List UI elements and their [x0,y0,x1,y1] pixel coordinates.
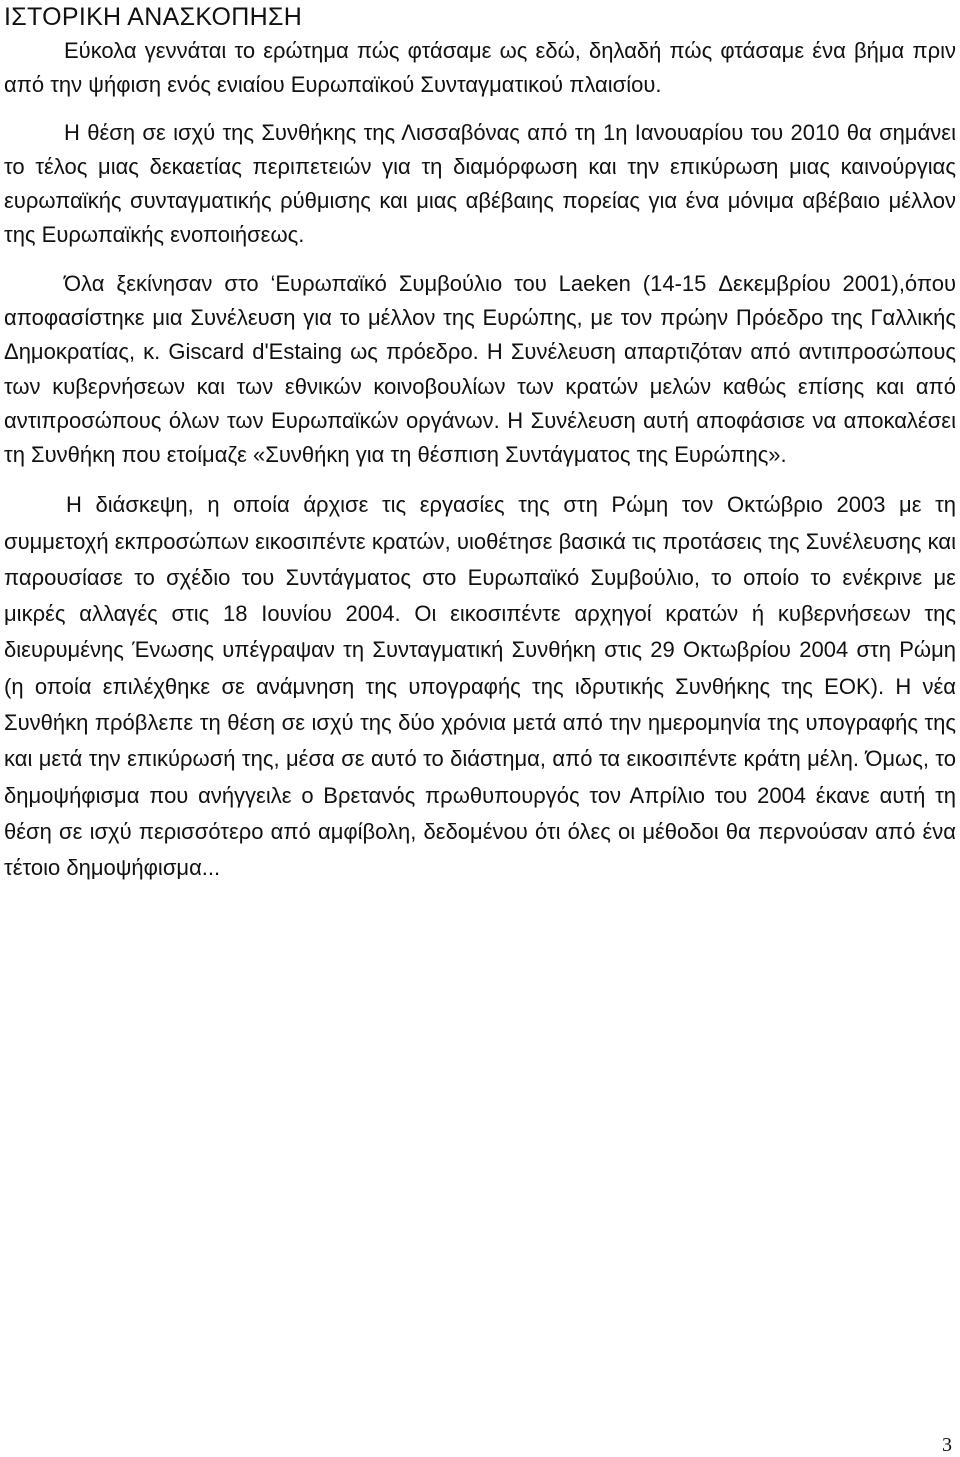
paragraph-laeken-convention: Όλα ξεκίνησαν στο ‘Ευρωπαϊκό Συμβούλιο του Laeken (14-15 Δεκεμβρίου 2001),όπου αποφασίστηκε μια Συνέλευση για το μέλλον της Ευρώπης, με τον πρώην Πρόεδρο της Γαλλικής Δημοκρατίας, κ. Giscard d'Estaing ως πρόεδρο. Η Συνέλευση απαρτιζόταν από αντιπροσώπους των κυβερνήσεων και των εθνικών κοινοβουλίων των κρατών μελών καθώς επίσης και από αντιπροσώπους όλων των Ευρωπαϊκών οργάνων. Η Συνέλευση αυτή αποφάσισε να αποκαλέσει τη Συνθήκη που ετοίμαζε «Συνθήκη για τη θέσπιση Συντάγματος της Ευρώπης». [4,271,956,468]
document-page [4,0,956,886]
page-title: ΙΣΤΟΡΙΚΗ ΑΝΑΣΚΟΠΗΣΗ [4,3,303,31]
paragraph-intro: Εύκολα γεννάται το ερώτημα πώς φτάσαμε ως εδώ, δηλαδή πώς φτάσαμε ένα βήμα πριν από την ψήφιση ενός ενιαίου Ευρωπαϊκού Συνταγματικού πλαισίου. [4,38,956,97]
paragraph-rome-conference: Η διάσκεψη, η οποία άρχισε τις εργασίες της στη Ρώμη τον Οκτώβριο 2003 με τη συμμετοχή εκπροσώπων εικοσιπέντε κρατών, υιοθέτησε βασικά τις προτάσεις της Συνέλευσης και παρουσίασε το σχέδιο του Συντάγματος στο Ευρωπαϊκό Συμβούλιο, το οποίο το ενέκρινε με μικρές αλλαγές στις 18 Ιουνίου 2004. Οι εικοσιπέντε αρχηγοί κρατών ή κυβερνήσεων της διευρυμένης Ένωσης υπέγραψαν τη Συνταγματική Συνθήκη στις 29 Οκτωβρίου 2004 στη Ρώμη (η οποία επιλέχθηκε σε ανάμνηση της υπογραφής της ιδρυτικής Συνθήκης της ΕΟΚ). Η νέα Συνθήκη πρόβλεπε τη θέση σε ισχύ της δύο χρόνια μετά από την ημερομηνία της υπογραφής της και μετά την επικύρωσή της, μέσα σε αυτό το διάστημα, από τα εικοσιπέντε κράτη μέλη. Όμως, το δημοψήφισμα που ανήγγειλε ο Βρετανός πρωθυπουργός τον Απρίλιο του 2004 έκανε αυτή τη θέση σε ισχύ περισσότερο από αμφίβολη, δεδομένου ότι όλες οι μέθοδοι θα περνούσαν από ένα τέτοιο δημοψήφισμα... [4,492,956,881]
page-number: 3 [942,1434,952,1456]
paragraph-lisbon-treaty: Η θέση σε ισχύ της Συνθήκης της Λισσαβόνας από τη 1η Ιανουαρίου του 2010 θα σημάνει το τέλος μιας δεκαετίας περιπετειών για τη διαμόρφωση και την επικύρωση μιας καινούργιας ευρωπαϊκής συνταγματικής ρύθμισης και μιας αβέβαιης πορείας για ένα μόνιμα αβέβαιο μέλλον της Ευρωπαϊκής ενοποιήσεως. [4,120,956,247]
